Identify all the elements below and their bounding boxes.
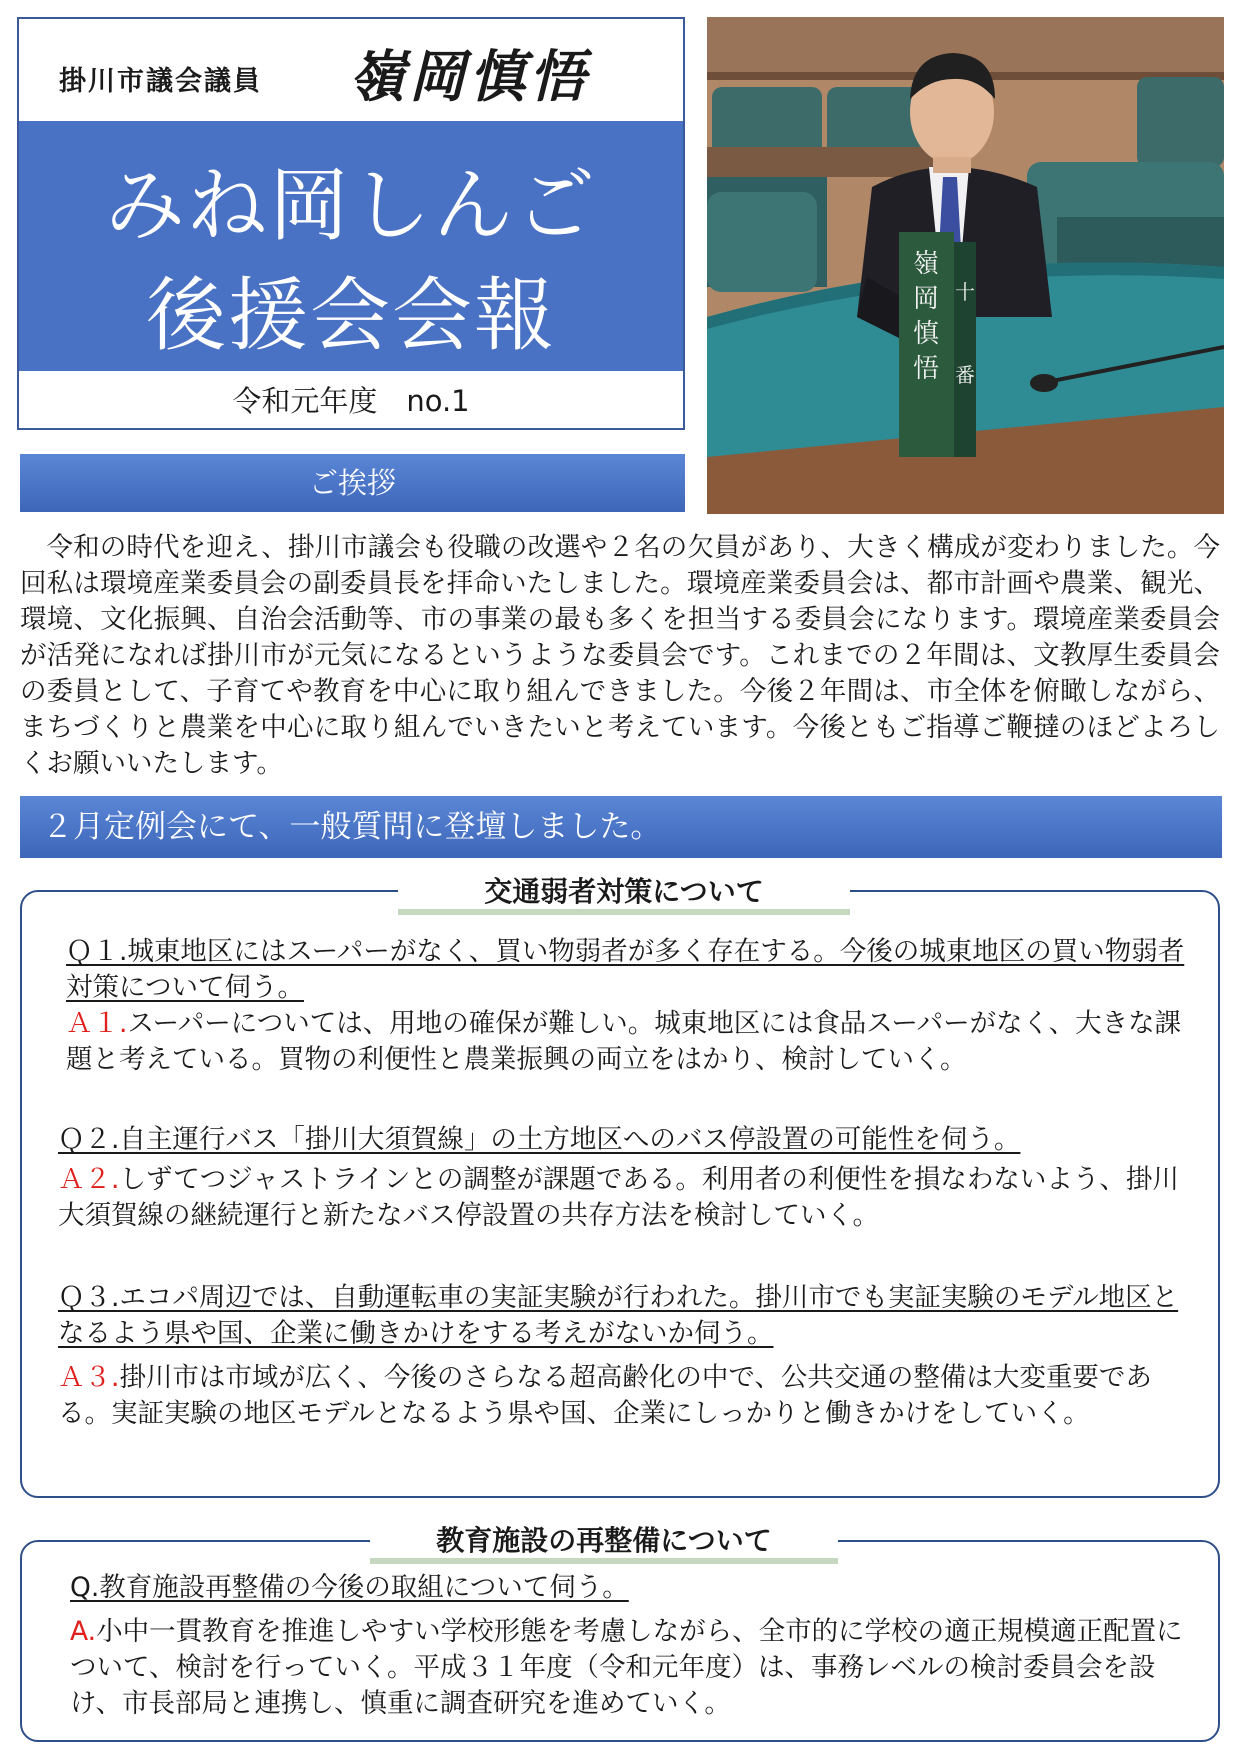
answer-education-text: 小中一貫教育を推進しやすい学校形態を考慮しながら、全市的に学校の適正規模適正配置について、検討を行っていく。平成３１年度（令和元年度）は、事務レベルの検討委員会を設け、市長部局と連携し、慎重に調査研究を進めていく。 [70,1616,1183,1719]
nameplate-char-1: 嶺 [912,249,940,279]
answer-3-text: 掛川市は市域が広く、今後のさらなる超高齢化の中で、公共交通の整備は大変重要である。実証実験の地区モデルとなるよう県や国、企業にしっかりと働きかけをしていく。 [58,1362,1152,1429]
greeting-header: ご挨拶 [20,454,685,512]
masthead-title-block [19,121,683,371]
council-photo-illustration [707,17,1224,514]
masthead [17,17,685,430]
question-education: Q.教育施設再整備の今後の取組について伺う。 [70,1572,629,1603]
panel-title-transport-text: 交通弱者対策について [484,875,764,908]
answer-3 [58,1360,1188,1432]
title-line-1: みね岡しんご [105,159,597,252]
answer-education-label: A. [70,1616,97,1647]
answer-2 [58,1162,1188,1234]
nameplate-char-2: 岡 [912,284,940,314]
answer-2-label: Ａ２. [58,1164,120,1195]
answer-1-text: スーパーについては、用地の確保が難しい。城東地区には食品スーパーがなく、大きな課題と考えている。買物の利便性と農業振興の両立をはかり、検討していく。 [66,1008,1182,1075]
answer-education [70,1614,1190,1722]
panel-title-education-text: 教育施設の再整備について [436,1524,772,1557]
nameplate-char-3: 慎 [912,319,940,349]
answer-2-text: しずてつジャストラインとの調整が課題である。利用者の利便性を損なわないよう、掛川大須賀線の継続運行と新たなバス停設置の共存方法を検討していく。 [58,1164,1179,1231]
nameplate-seat-2: 番 [955,363,975,387]
panel-title-transport [398,873,850,913]
nameplate-char-4: 悟 [912,354,940,384]
section-header: ２月定例会にて、一般質問に登壇しました。 [20,796,1222,858]
question-3: Ｑ３.エコパ周辺では、自動運転車の実証実験が行われた。掛川市でも実証実験のモデル地区となるよう県や国、企業に働きかけをする考えがないか伺う。 [58,1282,1179,1349]
role-label: 掛川市議会議員 [59,66,262,97]
masthead-top [19,19,683,121]
issue-label: 令和元年度 no.1 [232,384,470,418]
answer-3-label: Ａ３. [58,1362,120,1393]
title-line-2: 後援会会報 [146,269,556,362]
council-photo [707,17,1224,514]
greeting-body: 令和の時代を迎え、掛川市議会も役職の改選や２名の欠員があり、大きく構成が変わりました。今回私は環境産業委員会の副委員長を拝命いたしました。環境産業委員会は、都市計画や農業、観光、環境、文化振興、自治会活動等、市の事業の最も多くを担当する委員会になります。環境産業委員会が活発になれば掛川市が元気になるというような委員会です。これまでの２年間は、文教厚生委員会の委員として、子育てや教育を中心に取り組んできました。今後２年間は、市全体を俯瞰しながら、まちづくりと農業を中心に取り組んでいきたいと考えています。今後ともご指導ご鞭撻のほどよろしくお願いいたします。 [20,532,1220,779]
answer-1-label: Ａ１. [66,1008,128,1039]
name-calligraphy: 嶺岡慎悟 [349,44,589,110]
question-2: Ｑ２.自主運行バス「掛川大須賀線」の土方地区へのバス停設置の可能性を伺う。 [58,1124,1021,1155]
nameplate-seat-1: 十 [955,280,975,304]
panel-title-education [370,1522,838,1562]
answer-1 [66,1006,1186,1078]
question-1: Ｑ１.城東地区にはスーパーがなく、買い物弱者が多く存在する。今後の城東地区の買い物弱者対策について伺う。 [66,936,1185,1003]
